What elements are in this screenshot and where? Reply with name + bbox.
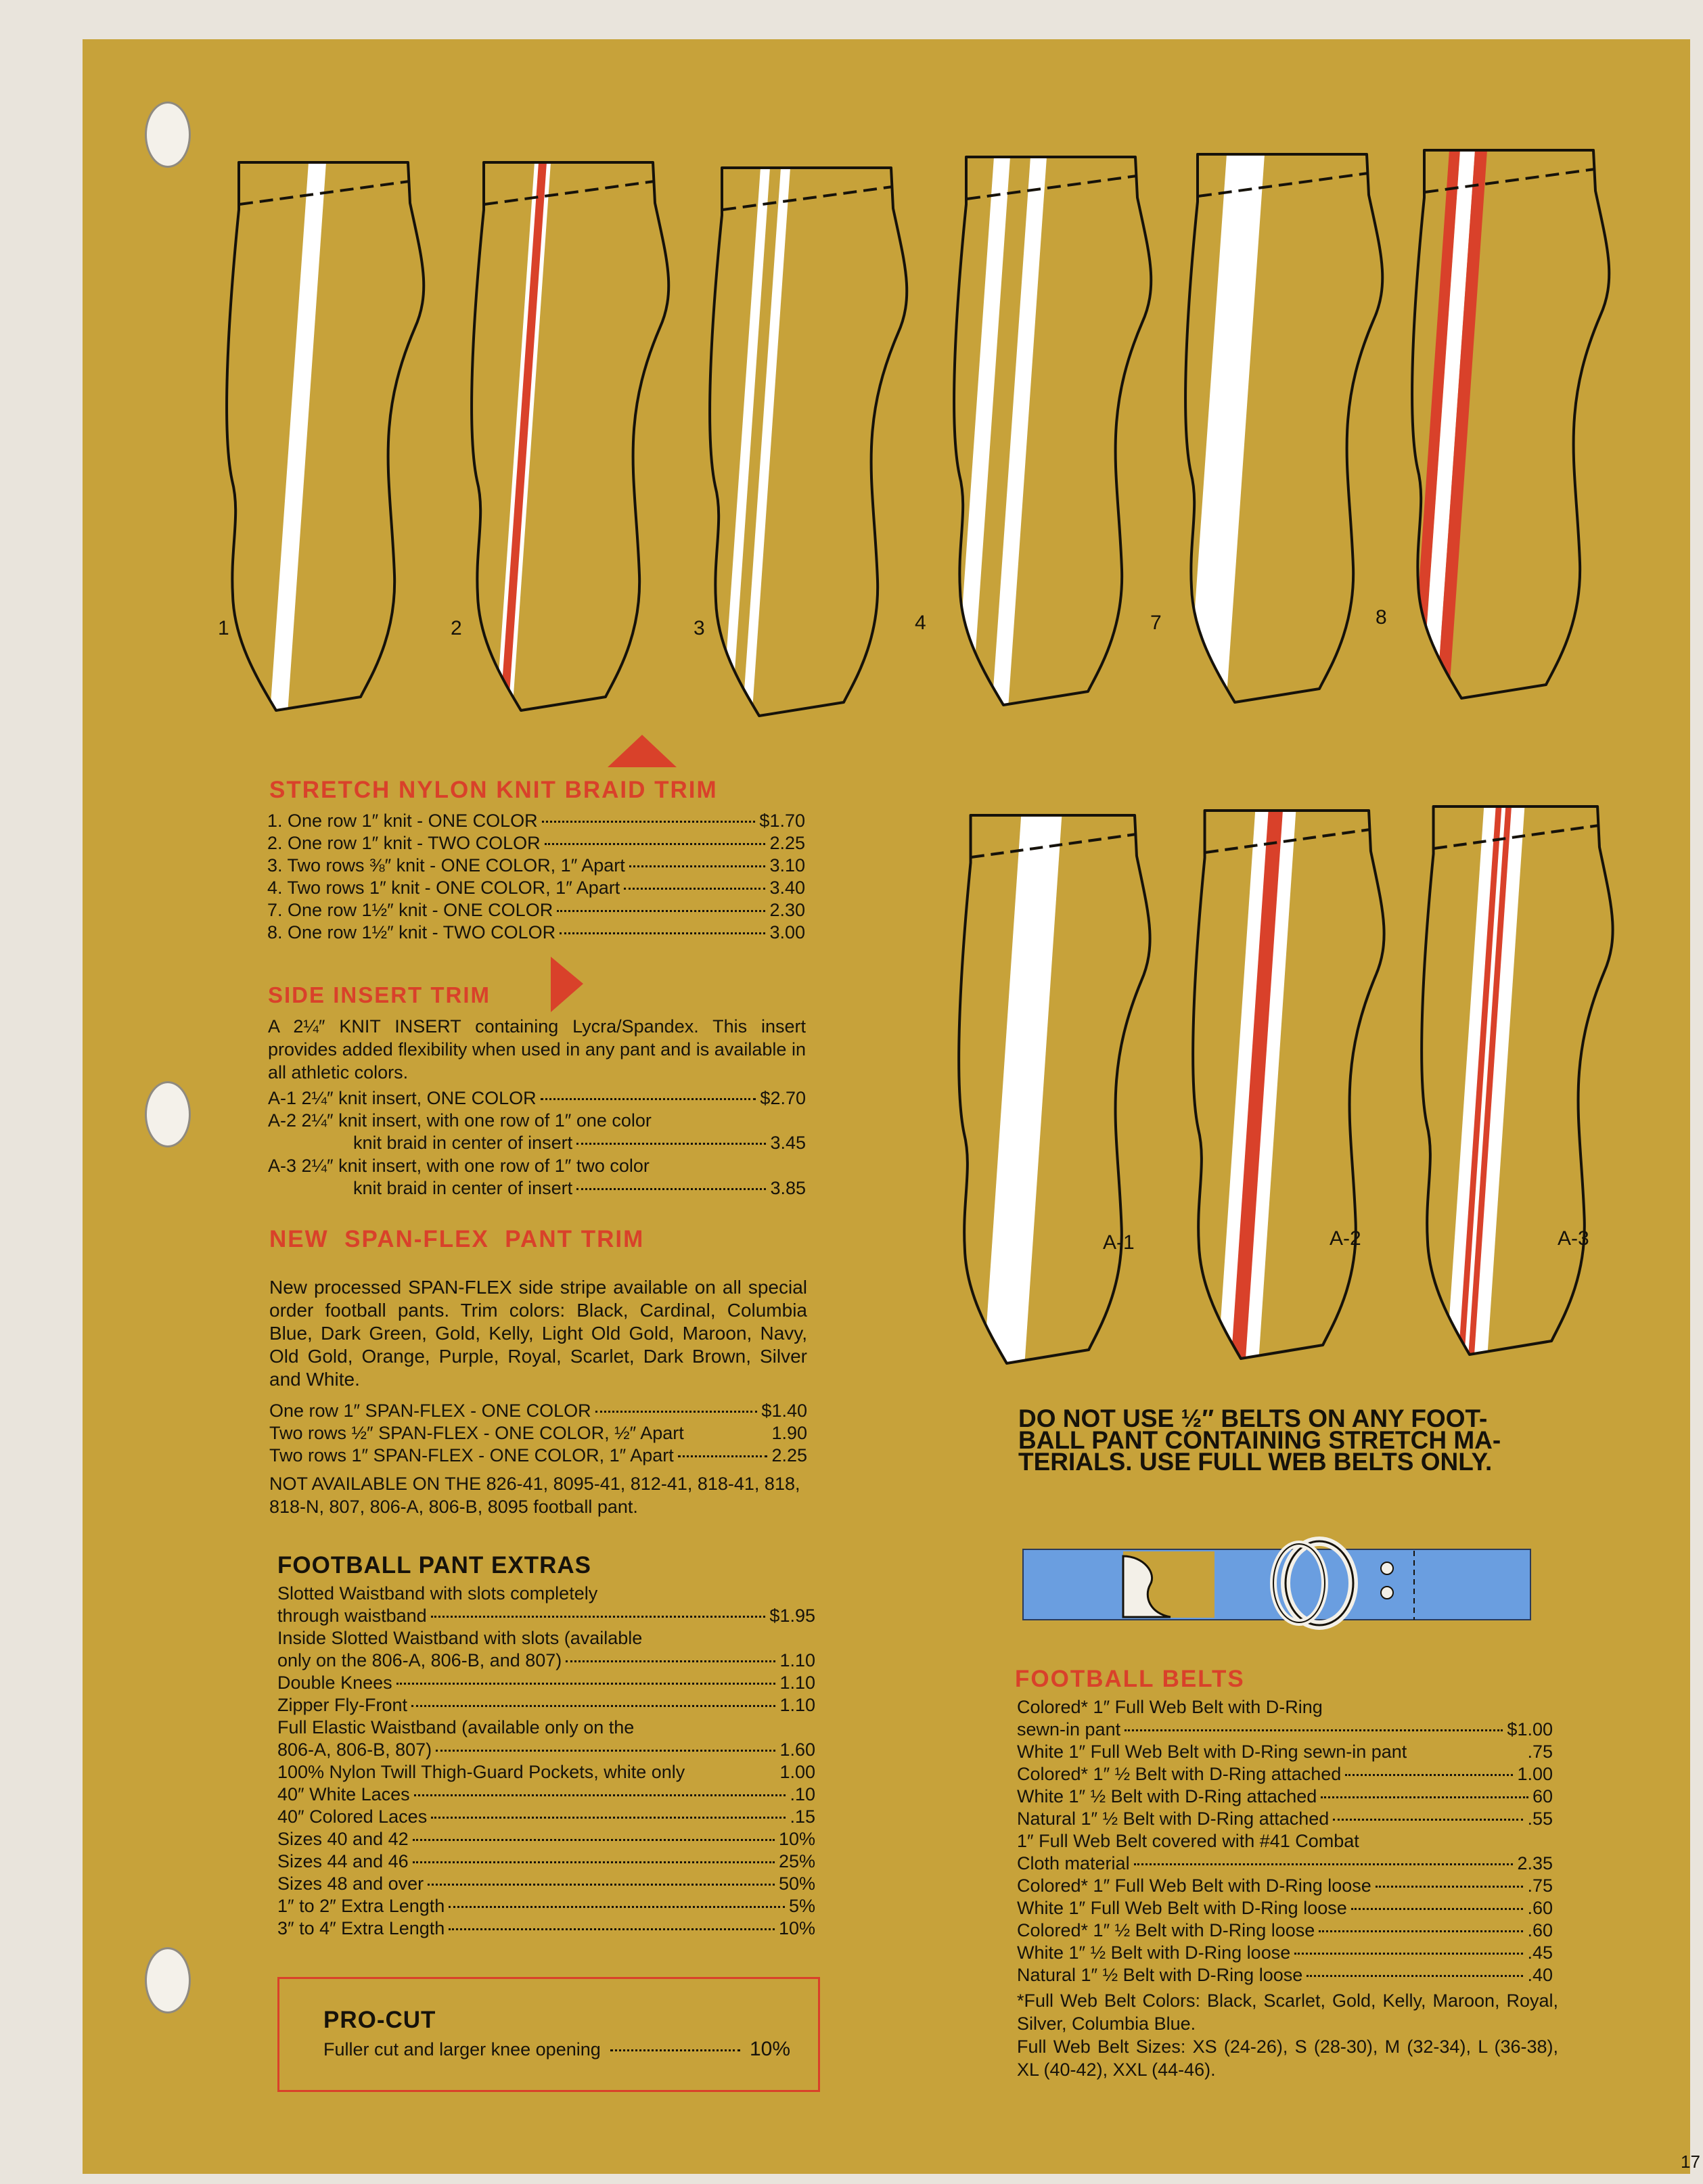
insert-a1: A-1 2¼″ knit insert, ONE COLOR $2.70 bbox=[268, 1088, 806, 1108]
pant-4 bbox=[954, 150, 1151, 719]
span-flex-item-1: One row 1″ SPAN-FLEX - ONE COLOR $1.40 bbox=[269, 1401, 807, 1421]
pant-2-outline bbox=[472, 162, 668, 710]
belt-colored-half: Colored* 1″ ½ Belt with D-Ring attached 1.00 bbox=[1017, 1764, 1553, 1784]
pant-3-waistband bbox=[723, 187, 892, 210]
stretch-item-3: 3. Two rows ⅜″ knit - ONE COLOR, 1″ Apart 3.10 bbox=[267, 855, 805, 875]
extras-sizes-48: Sizes 48 and over 50% bbox=[277, 1873, 815, 1894]
belt-white-full-loose: White 1″ Full Web Belt with D-Ring loose .60 bbox=[1017, 1898, 1553, 1918]
pant-1 bbox=[227, 156, 424, 724]
belt-rivet bbox=[1381, 1562, 1393, 1574]
insert-a2: knit braid in center of insert 3.45 bbox=[353, 1133, 806, 1153]
extras-length-3: 3″ to 4″ Extra Length 10% bbox=[277, 1918, 815, 1938]
belt-warning-line1: DO NOT USE ½″ BELTS ON ANY FOOT- bbox=[1018, 1405, 1488, 1432]
pant-1-stripes bbox=[269, 156, 327, 724]
procut-box bbox=[277, 1977, 820, 2092]
extras-elastic-line1: Full Elastic Waistband (available only on the bbox=[277, 1717, 635, 1737]
extras-colored-laces: 40″ Colored Laces .15 bbox=[277, 1806, 815, 1827]
side-insert-heading: SIDE INSERT TRIM bbox=[268, 982, 491, 1007]
stretch-item-8: 8. One row 1½″ knit - TWO COLOR 3.00 bbox=[267, 922, 805, 942]
belt-warning-line3: TERIALS. USE FULL WEB BELTS ONLY. bbox=[1018, 1448, 1493, 1476]
extras-white-laces: 40″ White Laces .10 bbox=[277, 1784, 815, 1804]
pant-2-stripes bbox=[495, 156, 551, 724]
stretch-item-4: 4. Two rows 1″ knit - ONE COLOR, 1″ Apart 3.40 bbox=[267, 878, 805, 898]
pant-1-stripe-0 bbox=[269, 156, 327, 724]
extras-heading: FOOTBALL PANT EXTRAS bbox=[277, 1552, 591, 1578]
procut-heading: PRO-CUT bbox=[323, 2007, 436, 2033]
belt-rivet bbox=[1381, 1587, 1393, 1599]
stretch-item-1: 1. One row 1″ knit - ONE COLOR $1.70 bbox=[267, 811, 805, 831]
extras-slotted-line1: Slotted Waistband with slots completely bbox=[277, 1583, 598, 1603]
pant-7-waistband bbox=[1198, 173, 1368, 196]
extras-double-knees: Double Knees 1.10 bbox=[277, 1673, 815, 1693]
belt-warning-line2: BALL PANT CONTAINING STRETCH MA- bbox=[1018, 1426, 1501, 1454]
extras-sizes-40: Sizes 40 and 42 10% bbox=[277, 1829, 815, 1849]
pant-label-a1: A-1 bbox=[1103, 1231, 1135, 1254]
procut-item: Fuller cut and larger knee opening 10% bbox=[323, 2038, 790, 2060]
pant-2-stripe-1 bbox=[499, 156, 547, 724]
span-flex-item-2: Two rows ½″ SPAN-FLEX - ONE COLOR, ½″ Apart 1.90 bbox=[269, 1423, 807, 1443]
pant-label-7: 7 bbox=[1150, 612, 1162, 634]
belt-white-full: White 1″ Full Web Belt with D-Ring sewn-in pant .75 bbox=[1017, 1742, 1553, 1762]
stretch-item-2: 2. One row 1″ knit - TWO COLOR 2.25 bbox=[267, 833, 805, 853]
extras-elastic: 806-A, 806-B, 807) 1.60 bbox=[277, 1739, 815, 1760]
belt-colored-full: sewn-in pant $1.00 bbox=[1017, 1719, 1553, 1739]
pant-2-waistband bbox=[484, 181, 654, 204]
belts-heading: FOOTBALL BELTS bbox=[1015, 1666, 1245, 1692]
belt-combat: Cloth material 2.35 bbox=[1017, 1853, 1553, 1873]
pant-a1-stripes bbox=[983, 809, 1062, 1377]
extras-inside: only on the 806-A, 806-B, and 807) 1.10 bbox=[277, 1650, 815, 1670]
extras-zipper: Zipper Fly-Front 1.10 bbox=[277, 1695, 815, 1715]
pant-3 bbox=[710, 161, 907, 729]
belt-illustration bbox=[1023, 1541, 1530, 1625]
pant-3-stripes bbox=[721, 161, 791, 729]
pant-a3-stripes bbox=[1446, 800, 1525, 1368]
belt-sizes-note: Full Web Belt Sizes: XS (24-26), S (28-30), M (32-34), L (36-38), XL (40-42), XXL (44-46). bbox=[1017, 2037, 1558, 2080]
pant-a1 bbox=[959, 809, 1150, 1377]
side-insert-description: A 2¼″ KNIT INSERT containing Lycra/Spandex. This insert provides added flexibility when used in any pant and is available in all athletic colors. bbox=[268, 1016, 806, 1083]
insert-a3: knit braid in center of insert 3.85 bbox=[353, 1178, 806, 1198]
belt-colored-half-loose: Colored* 1″ ½ Belt with D-Ring loose .60 bbox=[1017, 1920, 1553, 1940]
belt-white-half-loose: White 1″ ½ Belt with D-Ring loose .45 bbox=[1017, 1942, 1553, 1963]
span-flex-heading: NEW SPAN-FLEX PANT TRIM bbox=[269, 1226, 645, 1252]
pant-1-outline bbox=[227, 162, 424, 710]
pant-3-outline bbox=[710, 168, 907, 716]
span-flex-item-3: Two rows 1″ SPAN-FLEX - ONE COLOR, 1″ Apart 2.25 bbox=[269, 1445, 807, 1465]
pant-7 bbox=[1185, 147, 1382, 716]
insert-a2-line1: A-2 2¼″ knit insert, with one row of 1″ one color bbox=[268, 1110, 652, 1131]
extras-inside-line1: Inside Slotted Waistband with slots (available bbox=[277, 1628, 643, 1648]
pant-label-a2: A-2 bbox=[1330, 1227, 1361, 1250]
pant-label-3: 3 bbox=[694, 617, 705, 639]
extras-nylon-pockets: 100% Nylon Twill Thigh-Guard Pockets, white only 1.00 bbox=[277, 1762, 815, 1782]
pant-a2 bbox=[1193, 804, 1384, 1372]
stretch-trim-heading: STRETCH NYLON KNIT BRAID TRIM bbox=[269, 777, 718, 803]
extras-length-1: 1″ to 2″ Extra Length 5% bbox=[277, 1896, 815, 1916]
pant-2 bbox=[472, 156, 668, 724]
extras-slotted: through waistband $1.95 bbox=[277, 1606, 815, 1626]
stretch-item-7: 7. One row 1½″ knit - ONE COLOR 2.30 bbox=[267, 900, 805, 920]
pant-label-2: 2 bbox=[451, 617, 462, 639]
page-number: 17 bbox=[1681, 2152, 1700, 2172]
belt-natural-half-loose: Natural 1″ ½ Belt with D-Ring loose .40 bbox=[1017, 1965, 1553, 1985]
belt-colored-full-line1: Colored* 1″ Full Web Belt with D-Ring bbox=[1017, 1697, 1323, 1717]
belt-colored-full-loose: Colored* 1″ Full Web Belt with D-Ring loose .75 bbox=[1017, 1875, 1553, 1896]
pant-label-4: 4 bbox=[915, 612, 926, 634]
pant-a1-stripe-0 bbox=[983, 809, 1062, 1377]
span-flex-description: New processed SPAN-FLEX side stripe available on all special order football pants. Trim colors: Black, Cardinal, Columbia Blue, Dark Green, Gold, Kelly, Light Old Gold, Maroon, Navy, Old Gold, Orange, Purple, Royal, Scarlet, Dark Brown, Silver and White. bbox=[269, 1277, 807, 1390]
pant-label-1: 1 bbox=[218, 617, 229, 639]
pant-label-a3: A-3 bbox=[1558, 1227, 1589, 1250]
belt-natural-half: Natural 1″ ½ Belt with D-Ring attached .55 bbox=[1017, 1808, 1553, 1829]
insert-a3-line1: A-3 2¼″ knit insert, with one row of 1″ two color bbox=[268, 1156, 650, 1176]
pant-a3 bbox=[1422, 800, 1612, 1368]
span-flex-note: NOT AVAILABLE ON THE 826-41, 8095-41, 812-41, 818-41, 818, 818-N, 807, 806-A, 806-B, 8095 football pant. bbox=[269, 1474, 800, 1517]
arrow-up-icon bbox=[608, 735, 677, 767]
belt-combat-line1: 1″ Full Web Belt covered with #41 Combat bbox=[1017, 1831, 1359, 1851]
belt-white-half: White 1″ ½ Belt with D-Ring attached 60 bbox=[1017, 1786, 1553, 1806]
pant-a3-stripe-0 bbox=[1446, 800, 1525, 1368]
pant-label-8: 8 bbox=[1376, 606, 1387, 629]
pant-a2-stripes bbox=[1217, 804, 1296, 1372]
pant-8 bbox=[1410, 143, 1609, 712]
extras-sizes-44: Sizes 44 and 46 25% bbox=[277, 1851, 815, 1871]
arrow-right-icon bbox=[551, 957, 583, 1012]
belt-colors-note: *Full Web Belt Colors: Black, Scarlet, Gold, Kelly, Maroon, Royal, Silver, Columbia Blue. bbox=[1017, 1990, 1558, 2034]
